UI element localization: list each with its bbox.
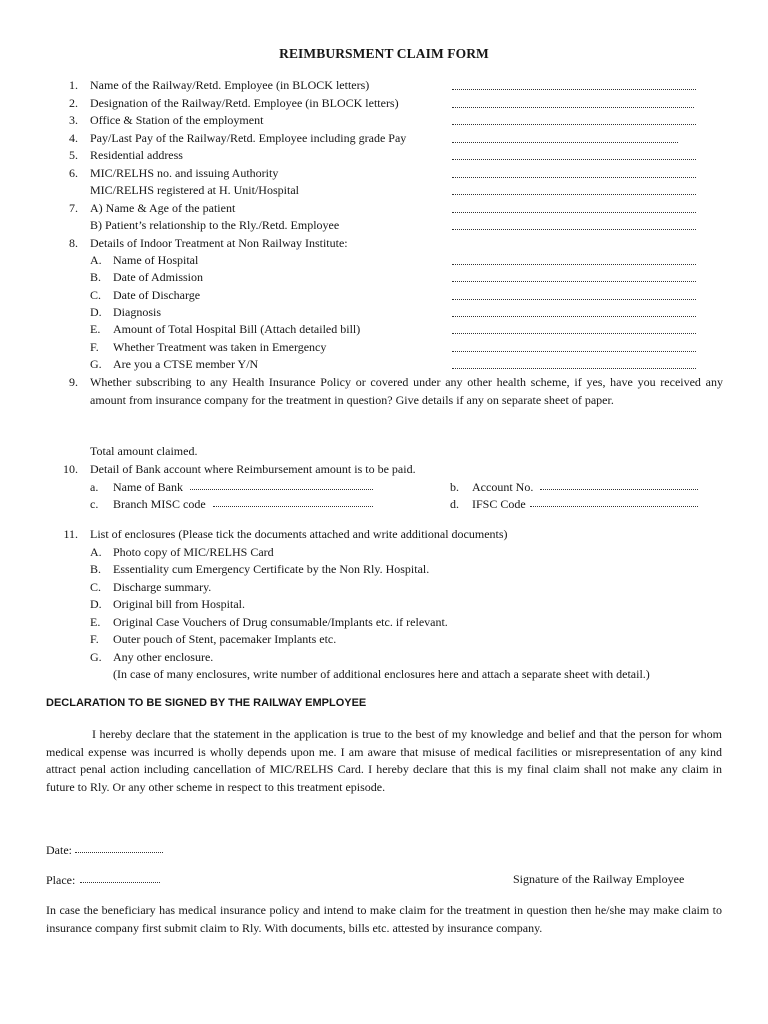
item-7-fill-line[interactable] — [452, 206, 696, 213]
sub-fill-line[interactable] — [452, 258, 696, 265]
sub-label: Amount of Total Hospital Bill (Attach detailed bill) — [113, 322, 361, 336]
item-8-sub-row — [0, 269, 768, 286]
bank-a-letter: a. — [90, 480, 99, 494]
sub-label: Date of Discharge — [113, 288, 201, 302]
item-number: 6. — [69, 166, 78, 180]
item-6-label-2: MIC/RELHS registered at H. Unit/Hospital — [90, 183, 299, 197]
sub-label: Name of Hospital — [113, 253, 199, 267]
item-1-label: Name of the Railway/Retd. Employee (in BLOCK letters) — [90, 78, 370, 92]
enclosure-label[interactable]: Original bill from Hospital. — [113, 597, 245, 611]
item-2-label: Designation of the Railway/Retd. Employee (in BLOCK letters) — [90, 96, 399, 110]
ifsc-label: IFSC Code — [472, 497, 526, 511]
item-8-sub-row — [0, 287, 768, 304]
date-fill-line[interactable] — [75, 842, 163, 853]
item-number: 3. — [69, 113, 78, 127]
item-1-fill-line[interactable] — [452, 83, 696, 90]
enclosure-letter: B. — [90, 562, 102, 576]
item-11-label: List of enclosures (Please tick the documents attached and write additional documents) — [90, 527, 508, 541]
item-9-text: Whether subscribing to any Health Insurance Policy or covered under any other health scheme, if yes, have you received any amount from insurance company for the treatment in question? Give details if any on separate sheet of paper. — [90, 375, 723, 407]
item-number: 5. — [69, 148, 78, 162]
item-number: 9. — [69, 375, 78, 389]
declaration-text: I hereby declare that the statement in the application is true to the best of my knowledge and belief and that the person for whom medical expense was incurred is wholly depends upon me. I am aware that misuse of medical facilities or misrepresentation of any kind attract penal action including cancellation of MIC/RELHS Card. I hereby declare that this is my final claim shall not make any claim in future to Rly. Or any other scheme in respect to this treatment episode. — [46, 727, 722, 794]
sub-fill-line[interactable] — [452, 293, 696, 300]
item-2-row — [0, 95, 768, 112]
item-number: 8. — [69, 236, 78, 250]
sub-fill-line[interactable] — [452, 327, 696, 334]
bank-name-fill-line[interactable] — [190, 479, 373, 490]
total-amount-label: Total amount claimed. — [90, 444, 198, 458]
item-6b-row — [0, 182, 768, 199]
sub-letter: F. — [90, 340, 99, 354]
enclosure-label[interactable]: Essentiality cum Emergency Certificate by the Non Rly. Hospital. — [113, 562, 430, 576]
item-10-label: Detail of Bank account where Reimbursement amount is to be paid. — [90, 462, 416, 476]
enclosure-label[interactable]: Discharge summary. — [113, 580, 212, 594]
item-4-label: Pay/Last Pay of the Railway/Retd. Employee including grade Pay — [90, 131, 407, 145]
enclosure-label[interactable]: Photo copy of MIC/RELHS Card — [113, 545, 274, 559]
item-number: 11. — [63, 527, 78, 541]
item-8-label: Details of Indoor Treatment at Non Railway Institute: — [90, 236, 348, 250]
item-8-sub-row — [0, 252, 768, 269]
item-8-row — [0, 235, 768, 252]
enclosure-label[interactable]: Original Case Vouchers of Drug consumable/Implants etc. if relevant. — [113, 615, 448, 629]
sub-letter: C. — [90, 288, 102, 302]
sub-label: Are you a CTSE member Y/N — [113, 357, 259, 371]
item-6-label: MIC/RELHS no. and issuing Authority — [90, 166, 279, 180]
item-5-label: Residential address — [90, 148, 183, 162]
enclosure-note: (In case of many enclosures, write number of additional enclosures here and attach a separate sheet with detail.) — [113, 667, 650, 681]
declaration-heading: DECLARATION TO BE SIGNED BY THE RAILWAY EMPLOYEE — [46, 697, 367, 709]
item-3-label: Office & Station of the employment — [90, 113, 264, 127]
account-no-fill-line[interactable] — [540, 479, 698, 490]
enclosure-letter: E. — [90, 615, 101, 629]
item-8-sub-row — [0, 304, 768, 321]
sub-label: Diagnosis — [113, 305, 161, 319]
item-8-sub-row — [0, 356, 768, 373]
branch-misc-label: Branch MISC code — [113, 497, 206, 511]
account-no-label: Account No. — [472, 480, 534, 494]
bank-b-letter: b. — [450, 480, 459, 494]
sub-fill-line[interactable] — [452, 362, 696, 369]
ifsc-fill-line[interactable] — [530, 496, 698, 507]
sub-letter: G. — [90, 357, 102, 371]
item-3-row — [0, 112, 768, 129]
place-fill-line[interactable] — [80, 872, 160, 883]
sub-fill-line[interactable] — [452, 275, 696, 282]
item-number: 4. — [69, 131, 78, 145]
item-1-row — [0, 77, 768, 94]
item-7-row — [0, 200, 768, 217]
sub-letter: D. — [90, 305, 102, 319]
item-7b-row — [0, 217, 768, 234]
item-number: 7. — [69, 201, 78, 215]
sub-label: Date of Admission — [113, 270, 203, 284]
enclosure-label[interactable]: Any other enclosure. — [113, 650, 214, 664]
sub-letter: A. — [90, 253, 102, 267]
item-7-label: A) Name & Age of the patient — [90, 201, 236, 215]
item-8-sub-row — [0, 321, 768, 338]
item-6-row — [0, 165, 768, 182]
bank-d-letter: d. — [450, 497, 459, 511]
item-8-sub-row — [0, 339, 768, 356]
form-title: REIMBURSMENT CLAIM FORM — [279, 46, 489, 61]
item-6-fill-line[interactable] — [452, 171, 696, 178]
date-label: Date: — [46, 843, 72, 857]
sub-label: Whether Treatment was taken in Emergency — [113, 340, 327, 354]
bank-c-letter: c. — [90, 497, 99, 511]
sub-fill-line[interactable] — [452, 345, 696, 352]
sub-letter: B. — [90, 270, 102, 284]
item-4-fill-line[interactable] — [452, 136, 678, 143]
item-2-fill-line[interactable] — [452, 101, 694, 108]
sub-fill-line[interactable] — [452, 310, 696, 317]
enclosure-label[interactable]: Outer pouch of Stent, pacemaker Implants etc. — [113, 632, 337, 646]
signature-label: Signature of the Railway Employee — [513, 872, 685, 886]
enclosure-letter: G. — [90, 650, 102, 664]
item-number: 1. — [69, 78, 78, 92]
enclosure-letter: A. — [90, 545, 102, 559]
enclosure-letter: C. — [90, 580, 102, 594]
item-number: 2. — [69, 96, 78, 110]
bank-name-label: Name of Bank — [113, 480, 183, 494]
item-number: 10. — [63, 462, 78, 476]
item-6b-fill-line[interactable] — [452, 188, 696, 195]
item-3-fill-line[interactable] — [452, 118, 696, 125]
insurance-note: In case the beneficiary has medical insurance policy and intend to make claim for the treatment in question then he/she may make claim to insurance company first submit claim to Rly. With documents, bills etc. attested by insurance company. — [46, 903, 722, 935]
enclosure-letter: D. — [90, 597, 102, 611]
branch-misc-fill-line[interactable] — [213, 496, 373, 507]
item-4-row — [0, 130, 768, 147]
place-label: Place: — [46, 873, 76, 887]
item-7b-fill-line[interactable] — [452, 223, 696, 230]
item-7-label-2: B) Patient’s relationship to the Rly./Retd. Employee — [90, 218, 340, 232]
sub-letter: E. — [90, 322, 101, 336]
item-5-row — [0, 147, 768, 164]
enclosure-letter: F. — [90, 632, 99, 646]
item-5-fill-line[interactable] — [452, 153, 696, 160]
